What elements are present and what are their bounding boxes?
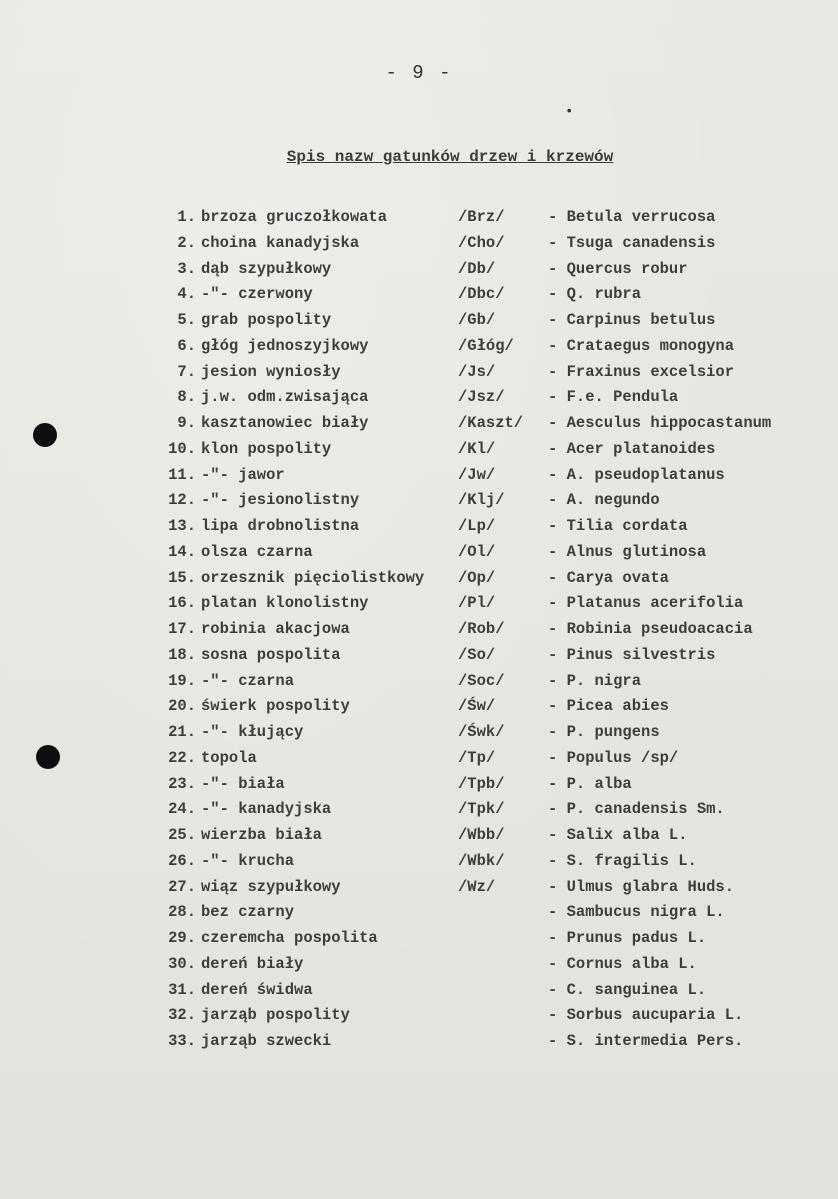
latin-name: - Salix alba L. [548,826,688,844]
polish-name: platan klonolistny [201,594,369,613]
latin-name: - Picea abies [548,697,669,716]
species-abbreviation: /Rob/ [458,620,505,638]
polish-name: grab pospolity [201,311,332,329]
latin-name: - Populus /sp/ [548,748,679,767]
row-number: 4. [177,285,196,304]
species-row [0,541,838,567]
row-number: 15. [168,568,196,587]
polish-name: lipa drobnolistna [201,517,360,535]
polish-name: j.w. odm.zwisająca [201,388,369,407]
species-row [0,489,838,515]
row-number: 27. [168,877,196,896]
species-row [0,695,838,721]
row-number: 20. [168,697,196,716]
polish-name: czeremcha pospolita [201,929,378,947]
polish-name: wiąz szypułkowy [201,877,341,896]
polish-name: orzesznik pięciolistkowy [201,568,425,587]
latin-name: - Fraxinus excelsior [548,362,735,381]
latin-name: - P. nigra [548,671,642,690]
row-number: 17. [168,620,196,638]
polish-name: jarząb szwecki [201,1032,332,1050]
species-abbreviation: /Tp/ [458,748,496,767]
species-abbreviation: /Wbb/ [458,826,505,844]
latin-name: - Quercus robur [548,259,688,278]
latin-name: - P. pungens [548,723,660,741]
species-abbreviation: /Św/ [458,697,496,716]
polish-name: -"- krucha [201,851,295,870]
row-number: 24. [168,800,196,819]
species-row [0,953,838,979]
species-row [0,721,838,747]
species-row [0,592,838,618]
species-row [0,901,838,927]
species-row [0,850,838,876]
species-abbreviation: /Kaszt/ [458,414,524,432]
latin-name: - Prunus padus L. [548,929,707,947]
species-row [0,386,838,412]
latin-name: - A. negundo [548,491,660,510]
row-number: 2. [177,233,196,252]
species-abbreviation: /Js/ [458,362,496,381]
latin-name: - Tilia cordata [548,517,688,535]
species-abbreviation: /Śwk/ [458,723,505,741]
row-number: 10. [168,439,196,458]
latin-name: - P. canadensis Sm. [548,800,725,819]
species-row [0,309,838,335]
row-number: 1. [177,208,196,226]
polish-name: dereń biały [201,954,304,973]
row-number: 25. [168,826,196,844]
latin-name: - Carya ovata [548,568,669,587]
species-row [0,618,838,644]
latin-name: - Cornus alba L. [548,954,697,973]
row-number: 21. [168,723,196,741]
polish-name: jesion wyniosły [201,362,341,381]
species-row [0,1004,838,1030]
species-abbreviation: /Ol/ [458,542,496,561]
species-abbreviation: /Soc/ [458,671,505,690]
polish-name: topola [201,748,257,767]
species-abbreviation: /Cho/ [458,233,505,252]
ink-mark: • [565,104,574,120]
polish-name: -"- jawor [201,465,285,484]
species-row [0,464,838,490]
species-abbreviation: /Dbc/ [458,285,505,304]
latin-name: - Platanus acerifolia [548,594,744,613]
species-row [0,232,838,258]
species-row [0,1030,838,1056]
polish-name: robinia akacjowa [201,620,350,638]
row-number: 26. [168,851,196,870]
species-row [0,438,838,464]
species-abbreviation: /Op/ [458,568,496,587]
polish-name: -"- czarna [201,671,295,690]
species-row [0,644,838,670]
latin-name: - Ulmus glabra Huds. [548,877,735,896]
polish-name: choina kanadyjska [201,233,360,252]
species-abbreviation: /Jw/ [458,465,496,484]
species-abbreviation: /Pl/ [458,594,496,613]
row-number: 12. [168,491,196,510]
species-abbreviation: /Gb/ [458,311,496,329]
polish-name: -"- jesionolistny [201,491,360,510]
latin-name: - Q. rubra [548,285,642,304]
latin-name: - Acer platanoides [548,439,716,458]
row-number: 7. [177,362,196,381]
species-abbreviation: /Db/ [458,259,496,278]
species-row [0,927,838,953]
row-number: 30. [168,954,196,973]
latin-name: - Aesculus hippocastanum [548,414,772,432]
row-number: 9. [177,414,196,432]
row-number: 32. [168,1006,196,1025]
row-number: 8. [177,388,196,407]
row-number: 22. [168,748,196,767]
species-abbreviation: /Tpb/ [458,774,505,793]
species-row [0,258,838,284]
species-row [0,876,838,902]
document-title: Spis nazw gatunków drzew i krzewów [286,148,614,166]
row-number: 29. [168,929,196,947]
species-row [0,412,838,438]
row-number: 16. [168,594,196,613]
polish-name: jarząb pospolity [201,1006,350,1025]
latin-name: - Sambucus nigra L. [548,903,725,922]
species-row [0,824,838,850]
row-number: 11. [168,465,196,484]
polish-name: -"- kanadyjska [201,800,332,819]
row-number: 23. [168,774,196,793]
latin-name: - Betula verrucosa [548,208,716,226]
polish-name: dereń świdwa [201,980,313,999]
polish-name: -"- biała [201,774,285,793]
row-number: 28. [168,903,196,922]
species-list [0,206,838,1056]
latin-name: - S. fragilis L. [548,851,697,870]
latin-name: - F.e. Pendula [548,388,679,407]
polish-name: głóg jednoszyjkowy [201,336,369,355]
species-row [0,747,838,773]
polish-name: dąb szypułkowy [201,259,332,278]
polish-name: olsza czarna [201,542,313,561]
polish-name: -"- kłujący [201,723,304,741]
species-abbreviation: /Wbk/ [458,851,505,870]
species-row [0,773,838,799]
species-abbreviation: /Brz/ [458,208,505,226]
polish-name: sosna pospolita [201,645,341,664]
latin-name: - Sorbus aucuparia L. [548,1006,744,1025]
species-row [0,335,838,361]
species-abbreviation: /Lp/ [458,517,496,535]
polish-name: klon pospolity [201,439,332,458]
row-number: 13. [168,517,196,535]
row-number: 31. [168,980,196,999]
latin-name: - A. pseudoplatanus [548,465,725,484]
species-row [0,670,838,696]
row-number: 14. [168,542,196,561]
polish-name: wierzba biała [201,826,322,844]
page-number: - 9 - [385,62,453,84]
species-row [0,798,838,824]
species-abbreviation: /Wz/ [458,877,496,896]
latin-name: - Pinus silvestris [548,645,716,664]
species-row [0,206,838,232]
polish-name: bez czarny [201,903,295,922]
species-abbreviation: /So/ [458,645,496,664]
polish-name: świerk pospolity [201,697,350,716]
species-abbreviation: /Kl/ [458,439,496,458]
species-row [0,515,838,541]
species-row [0,567,838,593]
latin-name: - Alnus glutinosa [548,542,707,561]
row-number: 19. [168,671,196,690]
latin-name: - C. sanguinea L. [548,980,707,999]
polish-name: kasztanowiec biały [201,414,369,432]
latin-name: - Robinia pseudoacacia [548,620,753,638]
polish-name: -"- czerwony [201,285,313,304]
latin-name: - S. intermedia Pers. [548,1032,744,1050]
species-row [0,979,838,1005]
species-abbreviation: /Klj/ [458,491,505,510]
row-number: 3. [177,259,196,278]
row-number: 6. [177,336,196,355]
species-row [0,283,838,309]
latin-name: - P. alba [548,774,632,793]
latin-name: - Carpinus betulus [548,311,716,329]
row-number: 33. [168,1032,196,1050]
row-number: 18. [168,645,196,664]
species-abbreviation: /Jsz/ [458,388,505,407]
species-abbreviation: /Tpk/ [458,800,505,819]
polish-name: brzoza gruczołkowata [201,208,388,226]
species-row [0,361,838,387]
latin-name: - Crataegus monogyna [548,336,735,355]
species-abbreviation: /Głóg/ [458,336,514,355]
latin-name: - Tsuga canadensis [548,233,716,252]
row-number: 5. [177,311,196,329]
